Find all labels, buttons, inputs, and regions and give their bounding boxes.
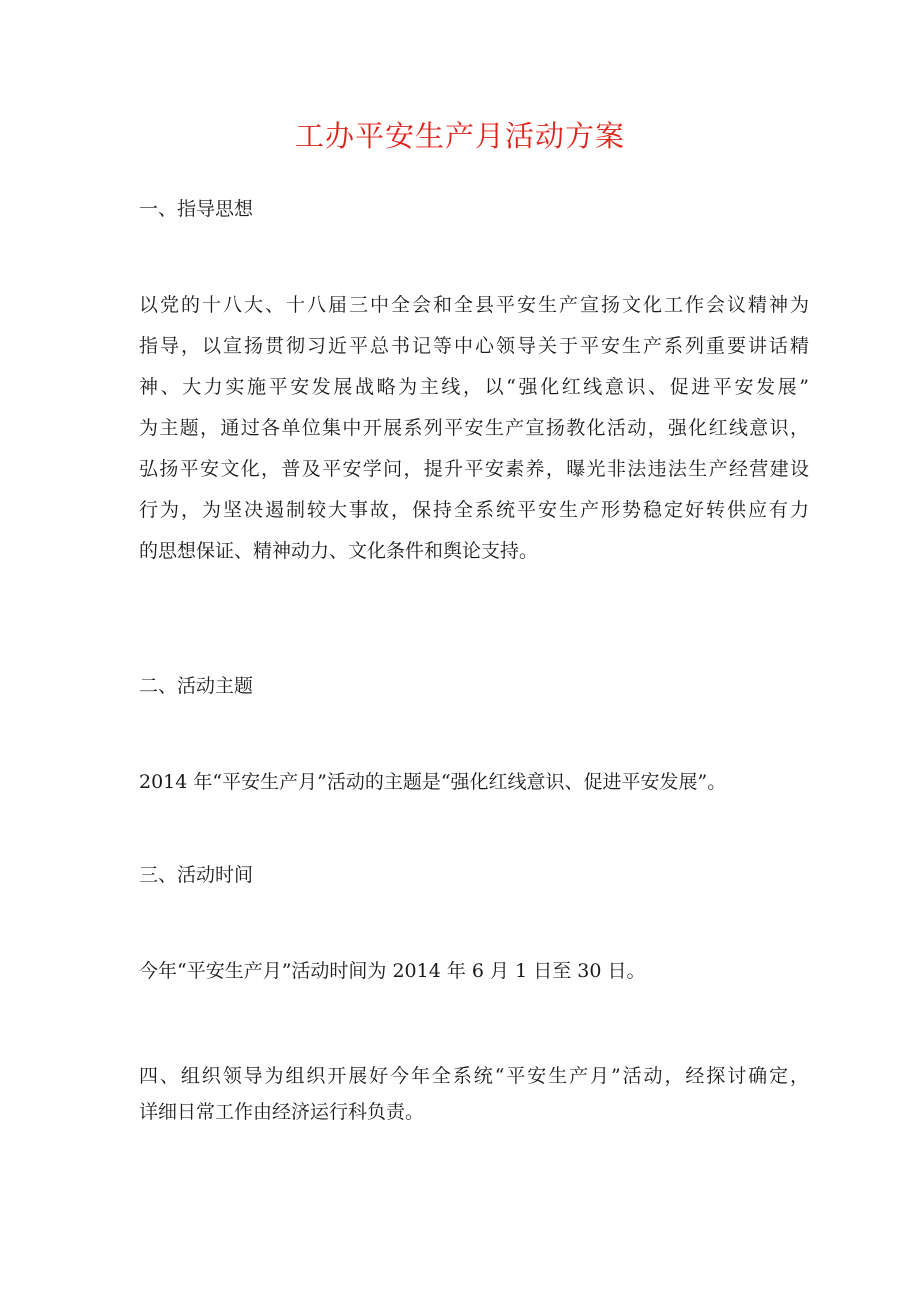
section-heading-activity-theme: 二、活动主题 bbox=[139, 675, 254, 697]
paragraph-line: 的思想保证、精神动力、文化条件和舆论支持。 bbox=[139, 540, 539, 562]
paragraph-line: 神、大力实施平安发展战略为主线，以“强化红线意识、促进平安发展” bbox=[139, 376, 809, 398]
paragraph-line: 为主题，通过各单位集中开展系列平安生产宣扬教化活动，强化红线意识， bbox=[139, 417, 809, 439]
section-heading-guiding-ideology: 一、指导思想 bbox=[139, 198, 254, 220]
paragraph-line: 详细日常工作由经济运行科负责。 bbox=[139, 1101, 425, 1123]
section-paragraph-activity-theme: 2014 年“平安生产月”活动的主题是“强化红线意识、促进平安发展”。 bbox=[139, 771, 727, 793]
document-title: 工办平安生产月活动方案 bbox=[294, 119, 625, 153]
paragraph-line: 行为，为坚决遏制较大事故，保持全系统平安生产形势稳定好转供应有力 bbox=[139, 499, 809, 521]
section-paragraph-guiding-ideology bbox=[139, 285, 809, 572]
paragraph-line: 指导，以宣扬贯彻习近平总书记等中心领导关于平安生产系列重要讲话精 bbox=[139, 335, 809, 357]
section-paragraph-organization bbox=[139, 1058, 809, 1130]
paragraph-line: 四、组织领导为组织开展好今年全系统“平安生产月”活动，经探讨确定， bbox=[139, 1065, 809, 1087]
section-heading-activity-time: 三、活动时间 bbox=[139, 864, 254, 886]
paragraph-line: 以党的十八大、十八届三中全会和全县平安生产宣扬文化工作会议精神为 bbox=[139, 294, 809, 316]
paragraph-line: 弘扬平安文化，普及平安学问，提升平安素养，曝光非法违法生产经营建设 bbox=[139, 458, 809, 480]
section-paragraph-activity-time: 今年“平安生产月”活动时间为 2014 年 6 月 1 日至 30 日。 bbox=[139, 960, 646, 982]
